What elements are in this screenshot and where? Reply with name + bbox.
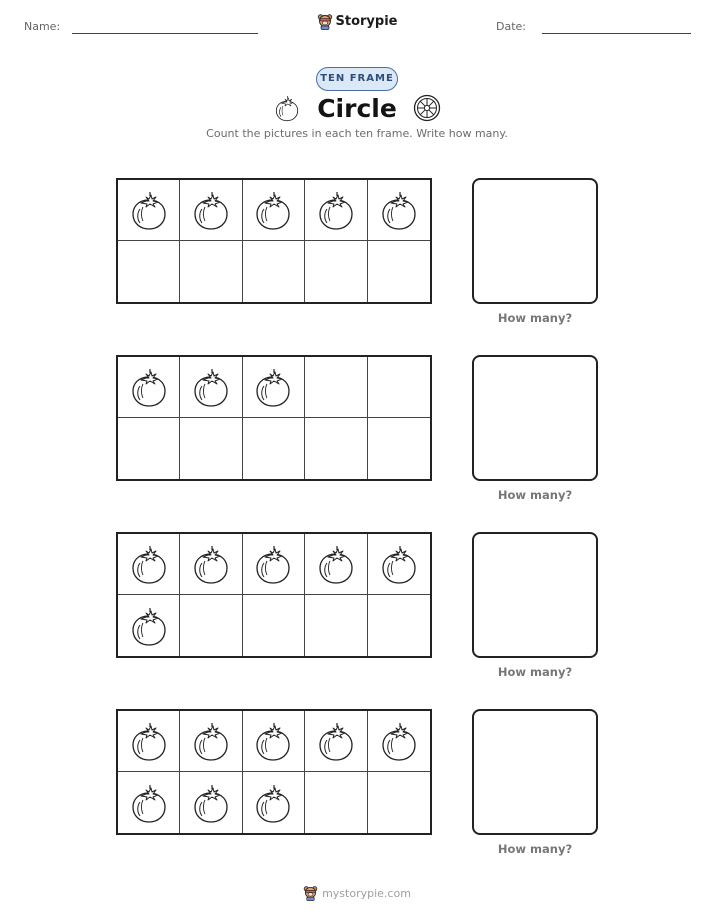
ten-frame-cell xyxy=(243,241,305,302)
ten-frame-cell xyxy=(118,772,180,833)
answer-box[interactable] xyxy=(472,709,598,835)
tomato-icon xyxy=(379,189,419,231)
ten-frame xyxy=(116,532,432,658)
how-many-label: How many? xyxy=(497,488,573,502)
how-many-label: How many? xyxy=(497,842,573,856)
brand-name: Storypie xyxy=(335,14,398,29)
ten-frame-cell xyxy=(305,357,367,418)
ten-frame-cell xyxy=(180,357,242,418)
tomato-icon xyxy=(191,782,231,824)
tomato-icon xyxy=(129,189,169,231)
ten-frame-cell xyxy=(368,595,430,656)
ten-frame-cell xyxy=(243,418,305,479)
ten-frame-cell xyxy=(180,534,242,595)
tomato-icon xyxy=(253,543,293,585)
ten-frame-cell xyxy=(243,772,305,833)
ten-frame-cell xyxy=(180,595,242,656)
ten-frame-cell xyxy=(118,357,180,418)
ten-frame-cell xyxy=(118,711,180,772)
ten-frame-cell xyxy=(243,711,305,772)
answer-box[interactable] xyxy=(472,178,598,304)
ten-frame-cell xyxy=(180,241,242,302)
tomato-icon xyxy=(316,189,356,231)
ten-frame-cell xyxy=(368,241,430,302)
ten-frame xyxy=(116,178,432,304)
tomato-icon xyxy=(129,720,169,762)
ten-frame-cell xyxy=(180,711,242,772)
footer xyxy=(0,885,714,904)
tomato-icon xyxy=(379,543,419,585)
instructions: Count the pictures in each ten frame. Write how many. xyxy=(206,127,508,140)
bear-mascot-icon xyxy=(317,13,333,30)
ten-frame-cell xyxy=(118,534,180,595)
ten-frame-cell xyxy=(305,418,367,479)
bear-mascot-icon xyxy=(303,885,318,901)
tomato-icon xyxy=(253,366,293,408)
tomato-icon xyxy=(129,543,169,585)
tomato-icon xyxy=(191,366,231,408)
tomato-icon xyxy=(379,720,419,762)
ten-frame xyxy=(116,709,432,835)
tomato-icon xyxy=(273,94,301,122)
ten-frame-cell xyxy=(118,180,180,241)
ten-frame-cell xyxy=(368,534,430,595)
ten-frame-cell xyxy=(368,418,430,479)
ten-frame-cell xyxy=(180,180,242,241)
tomato-icon xyxy=(316,720,356,762)
ten-frame-cell xyxy=(243,357,305,418)
tomato-icon xyxy=(129,605,169,647)
footer-url[interactable]: mystorypie.com xyxy=(322,886,411,900)
ten-frame-cell xyxy=(118,241,180,302)
wheel-icon xyxy=(413,94,441,122)
ten-frame-cell xyxy=(305,180,367,241)
ten-frame-cell xyxy=(368,711,430,772)
tomato-icon xyxy=(253,720,293,762)
date-label: Date: xyxy=(496,20,526,33)
tomato-icon xyxy=(253,782,293,824)
how-many-label: How many? xyxy=(497,665,573,679)
tomato-icon xyxy=(191,543,231,585)
ten-frame-badge: TEN FRAME xyxy=(316,67,398,91)
page-title: Circle xyxy=(317,93,397,123)
tomato-icon xyxy=(253,189,293,231)
ten-frame-cell xyxy=(118,595,180,656)
ten-frame-cell xyxy=(305,711,367,772)
ten-frame-cell xyxy=(243,534,305,595)
name-label: Name: xyxy=(24,20,61,33)
ten-frame-cell xyxy=(368,180,430,241)
ten-frame-cell xyxy=(180,418,242,479)
tomato-icon xyxy=(191,720,231,762)
tomato-icon xyxy=(129,782,169,824)
answer-box[interactable] xyxy=(472,355,598,481)
ten-frame-cell xyxy=(180,772,242,833)
ten-frame-cell xyxy=(305,241,367,302)
ten-frame-cell xyxy=(243,595,305,656)
tomato-icon xyxy=(129,366,169,408)
ten-frame xyxy=(116,355,432,481)
ten-frame-cell xyxy=(118,418,180,479)
ten-frame-cell xyxy=(305,595,367,656)
ten-frame-cell xyxy=(305,772,367,833)
tomato-icon xyxy=(316,543,356,585)
ten-frame-cell xyxy=(305,534,367,595)
title-row xyxy=(0,92,714,124)
ten-frame-cell xyxy=(243,180,305,241)
tomato-icon xyxy=(191,189,231,231)
date-line[interactable] xyxy=(542,33,691,34)
ten-frame-cell xyxy=(368,357,430,418)
answer-box[interactable] xyxy=(472,532,598,658)
how-many-label: How many? xyxy=(497,311,573,325)
brand xyxy=(0,13,714,34)
ten-frame-cell xyxy=(368,772,430,833)
